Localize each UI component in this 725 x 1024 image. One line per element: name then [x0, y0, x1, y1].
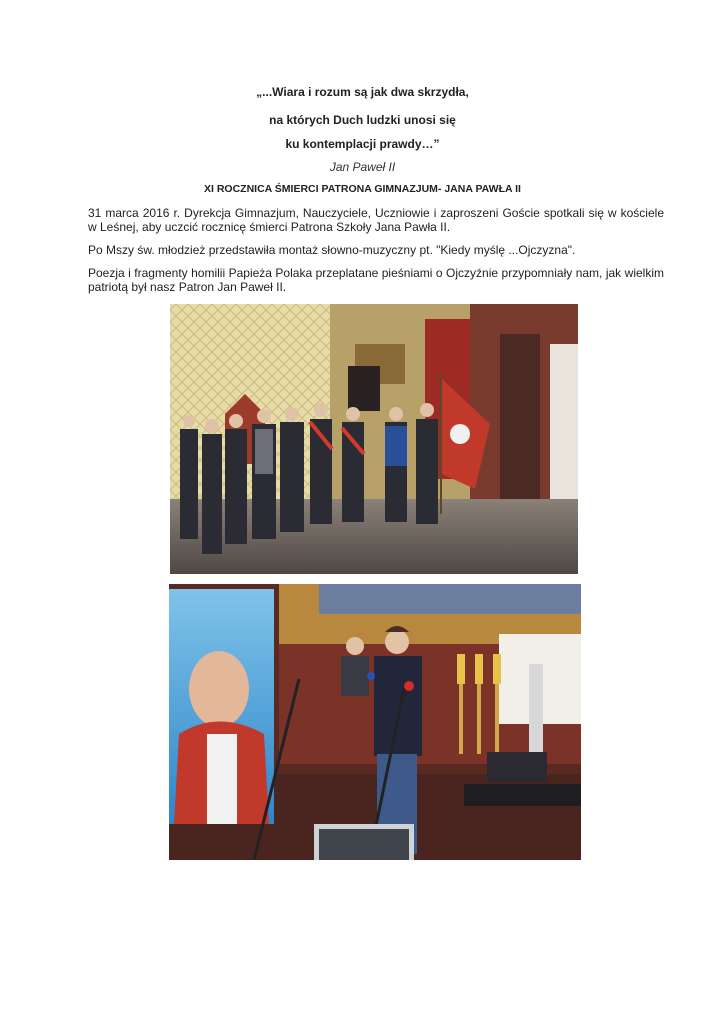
quote-line-1: „...Wiara i rozum są jak dwa skrzydła, [256, 85, 469, 99]
quote-line-2: na których Duch ludzki unosi się [269, 113, 456, 127]
paragraph-montage: Po Mszy św. młodzież przedstawiła montaż słowno-muzyczny pt. "Kiedy myślę ...Ojczyzna". [88, 243, 576, 257]
paragraph-poetry: Poezja i fragmenty homilii Papieża Polaka przeplatane pieśniami o Ojczyźnie przypomniały nam, jak wielkim patriotą był nasz Patron Jan Paweł II. [88, 266, 664, 294]
photo-speaker-microphone [169, 584, 581, 860]
photo-students-church [170, 304, 578, 574]
quote-line-3: ku kontemplacji prawdy…” [285, 137, 440, 151]
quote-author: Jan Paweł II [329, 160, 396, 174]
section-heading: XI ROCZNICA ŚMIERCI PATRONA GIMNAZJUM- JANA PAWŁA II [204, 183, 521, 195]
paragraph-event: 31 marca 2016 r. Dyrekcja Gimnazjum, Nauczyciele, Uczniowie i zaproszeni Goście spotkali się w kościele w Leśnej, aby uczcić rocznicę śmierci Patrona Szkoły Jana Pawła II. [88, 206, 664, 234]
